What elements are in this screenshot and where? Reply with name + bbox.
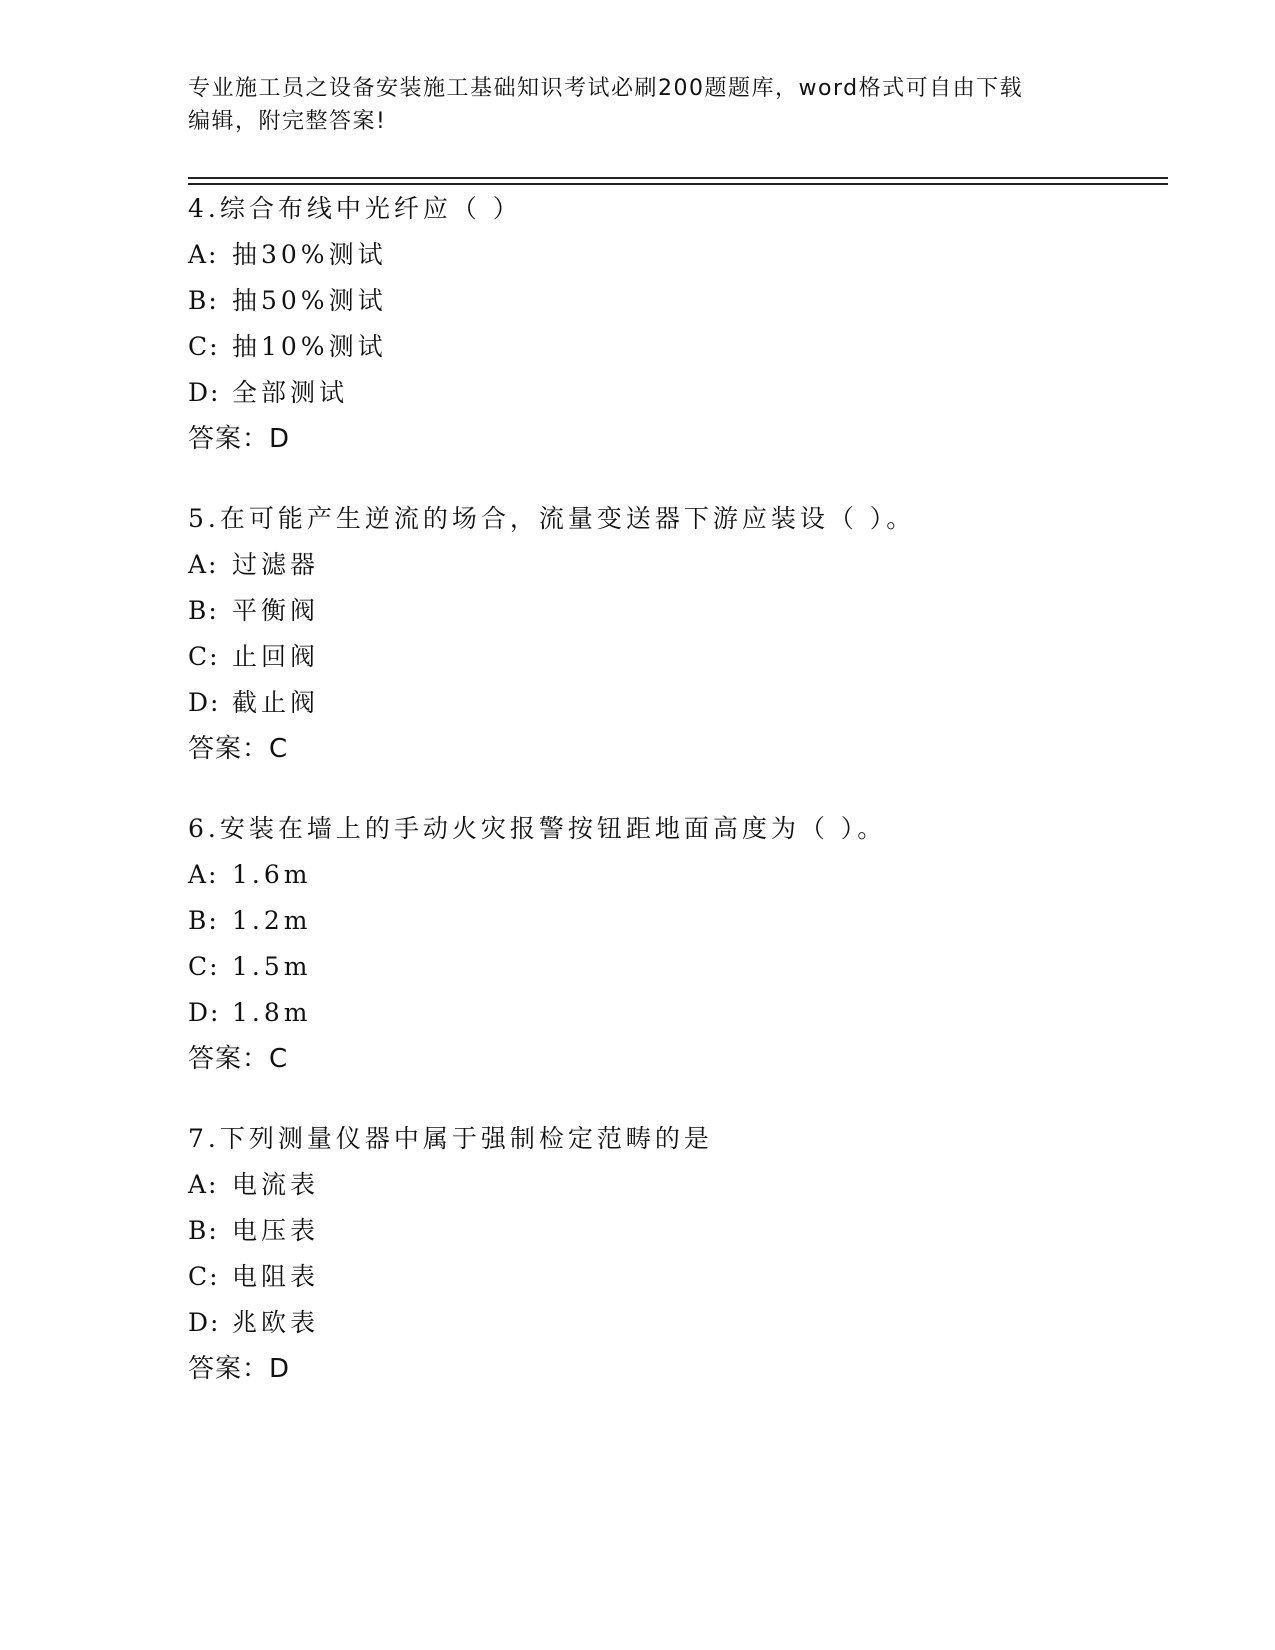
header-title-line-2: 编辑，附完整答案!: [188, 109, 387, 134]
option-key: B:: [188, 596, 219, 625]
option-key: C:: [188, 642, 220, 671]
answer-line: 答案：D: [188, 424, 291, 454]
question-stem: 7.下列测量仪器中属于强制检定范畴的是: [188, 1124, 713, 1153]
option-key: D:: [188, 378, 221, 407]
option-key: A:: [188, 1170, 219, 1199]
question-stem: 4.综合布线中光纤应（ ）: [188, 194, 522, 223]
option-text: 1.6m: [232, 860, 312, 889]
option-text: 电压表: [232, 1216, 320, 1245]
option-c: [188, 634, 1168, 680]
option-d: [188, 990, 1168, 1036]
option-key: A:: [188, 550, 219, 579]
option-text: 全部测试: [232, 378, 349, 407]
option-key: C:: [188, 952, 220, 981]
option-text: 平衡阀: [232, 596, 320, 625]
answer-line: 答案：C: [188, 734, 289, 764]
option-text: 电流表: [232, 1170, 320, 1199]
option-c: [188, 944, 1168, 990]
option-key: A:: [188, 860, 219, 889]
option-a: [188, 1162, 1168, 1208]
option-key: B:: [188, 1216, 219, 1245]
option-d: [188, 1300, 1168, 1346]
option-b: [188, 588, 1168, 634]
option-a: [188, 852, 1168, 898]
option-d: [188, 370, 1168, 416]
question-item: [188, 496, 1168, 772]
question-list: [188, 186, 1168, 1426]
option-text: 抽50%测试: [232, 286, 387, 315]
option-text: 抽30%测试: [232, 240, 387, 269]
header-divider-top: [188, 177, 1168, 179]
option-key: C:: [188, 1262, 220, 1291]
option-b: [188, 1208, 1168, 1254]
option-b: [188, 898, 1168, 944]
option-text: 电阻表: [232, 1262, 320, 1291]
answer-line: 答案：D: [188, 1354, 291, 1384]
question-stem: 5.在可能产生逆流的场合，流量变送器下游应装设（ ）。: [188, 504, 916, 533]
option-b: [188, 278, 1168, 324]
option-d: [188, 680, 1168, 726]
option-a: [188, 232, 1168, 278]
option-text: 止回阀: [232, 642, 320, 671]
header-title-line-1: 专业施工员之设备安装施工基础知识考试必刷200题题库，word格式可自由下载: [188, 76, 1024, 101]
option-text: 1.5m: [232, 952, 312, 981]
document-header: [188, 72, 1088, 138]
question-stem: 6.安装在墙上的手动火灾报警按钮距地面高度为（ ）。: [188, 814, 887, 843]
option-text: 截止阀: [232, 688, 320, 717]
question-item: [188, 1116, 1168, 1392]
option-a: [188, 542, 1168, 588]
option-key: B:: [188, 286, 219, 315]
question-item: [188, 806, 1168, 1082]
option-key: C:: [188, 332, 220, 361]
option-text: 兆欧表: [232, 1308, 320, 1337]
option-c: [188, 324, 1168, 370]
option-c: [188, 1254, 1168, 1300]
question-item: [188, 186, 1168, 462]
option-key: D:: [188, 1308, 221, 1337]
option-text: 1.2m: [232, 906, 312, 935]
option-key: B:: [188, 906, 219, 935]
option-text: 1.8m: [232, 998, 312, 1027]
header-divider-bottom: [188, 183, 1168, 185]
option-text: 抽10%测试: [232, 332, 387, 361]
answer-line: 答案：C: [188, 1044, 289, 1074]
option-text: 过滤器: [232, 550, 320, 579]
option-key: A:: [188, 240, 219, 269]
option-key: D:: [188, 998, 221, 1027]
option-key: D:: [188, 688, 221, 717]
